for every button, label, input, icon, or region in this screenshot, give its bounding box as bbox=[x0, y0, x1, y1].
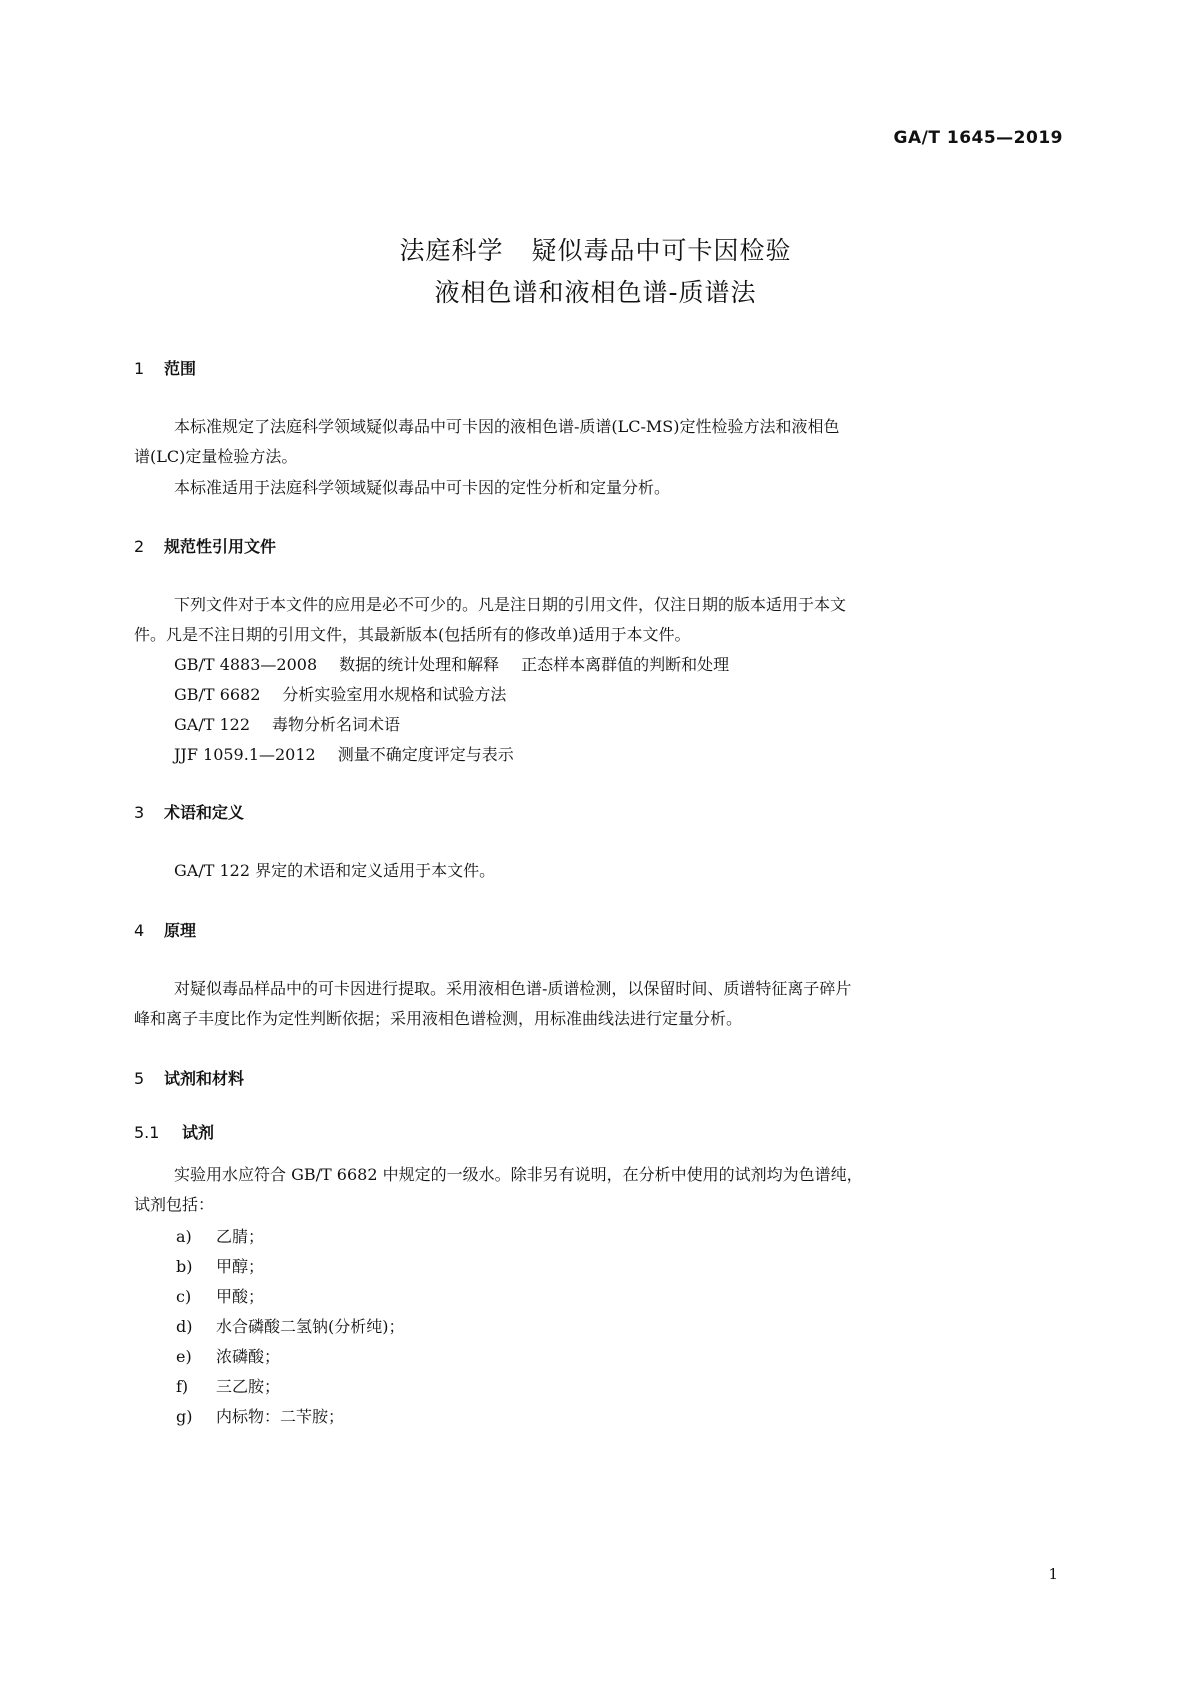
list-marker: c) bbox=[176, 1287, 192, 1306]
reference-name: 测量不确定度评定与表示 bbox=[337, 745, 514, 764]
section-title: 范围 bbox=[164, 359, 197, 378]
reference-name: 分析实验室用水规格和试验方法 bbox=[282, 685, 507, 704]
list-text: 内标物：二苄胺； bbox=[216, 1407, 345, 1426]
section-2-para-1-line-2: 件。凡是不注日期的引用文件，其最新版本(包括所有的修改单)适用于本文件。 bbox=[134, 625, 691, 644]
list-text: 三乙胺； bbox=[216, 1377, 281, 1396]
title-line-1 bbox=[0, 230, 1191, 272]
section-3-para-1: GA/T 122 界定的术语和定义适用于本文件。 bbox=[174, 861, 496, 880]
reference-code: GA/T 122 bbox=[174, 715, 251, 734]
section-number: 4 bbox=[134, 921, 145, 940]
page-number: 1 bbox=[1048, 1565, 1058, 1583]
list-item bbox=[176, 1284, 264, 1307]
section-title: 原理 bbox=[164, 921, 197, 940]
list-marker: a) bbox=[176, 1227, 192, 1246]
document-title bbox=[0, 230, 1191, 314]
list-text: 浓磷酸； bbox=[216, 1347, 281, 1366]
standard-code: GA/T 1645—2019 bbox=[893, 128, 1063, 148]
section-5-heading bbox=[134, 1066, 244, 1089]
list-marker: f) bbox=[176, 1377, 189, 1396]
list-item bbox=[176, 1314, 405, 1337]
section-number: 2 bbox=[134, 537, 145, 556]
list-text: 水合磷酸二氢钠(分析纯)； bbox=[216, 1317, 405, 1336]
list-text: 乙腈； bbox=[216, 1227, 265, 1246]
reference-subname: 正态样本离群值的判断和处理 bbox=[521, 655, 730, 674]
list-marker: e) bbox=[176, 1347, 192, 1366]
reference-item bbox=[174, 742, 514, 765]
section-4-para-1-line-1: 对疑似毒品样品中的可卡因进行提取。采用液相色谱-质谱检测，以保留时间、质谱特征离子碎片 bbox=[174, 979, 852, 998]
reference-code: JJF 1059.1—2012 bbox=[174, 745, 316, 764]
reference-code: GB/T 4883—2008 bbox=[174, 655, 318, 674]
section-4-para-1-line-2: 峰和离子丰度比作为定性判断依据；采用液相色谱检测，用标准曲线法进行定量分析。 bbox=[134, 1009, 743, 1028]
reference-item bbox=[174, 712, 400, 735]
list-text: 甲醇； bbox=[216, 1257, 265, 1276]
list-item bbox=[176, 1224, 264, 1247]
list-item bbox=[176, 1344, 280, 1367]
section-2-heading bbox=[134, 534, 276, 557]
section-2-para-1-line-1: 下列文件对于本文件的应用是必不可少的。凡是注日期的引用文件，仅注日期的版本适用于本文 bbox=[174, 595, 847, 614]
section-1-heading bbox=[134, 356, 196, 379]
reference-code: GB/T 6682 bbox=[174, 685, 261, 704]
section-1-para-1-line-1: 本标准规定了法庭科学领域疑似毒品中可卡因的液相色谱-质谱(LC-MS)定性检验方法和液相色 bbox=[174, 417, 840, 436]
section-3-heading bbox=[134, 800, 244, 823]
section-title: 试剂和材料 bbox=[164, 1069, 245, 1088]
section-4-heading bbox=[134, 918, 196, 941]
section-1-para-2: 本标准适用于法庭科学领域疑似毒品中可卡因的定性分析和定量分析。 bbox=[174, 478, 671, 497]
list-marker: g) bbox=[176, 1407, 193, 1426]
list-marker: b) bbox=[176, 1257, 193, 1276]
list-item bbox=[176, 1254, 264, 1277]
list-marker: d) bbox=[176, 1317, 193, 1336]
section-title: 规范性引用文件 bbox=[164, 537, 277, 556]
section-5-1-para-1-line-1: 实验用水应符合 GB/T 6682 中规定的一级水。除非另有说明，在分析中使用的试剂均为色谱纯， bbox=[174, 1165, 863, 1184]
title-line-2: 液相色谱和液相色谱-质谱法 bbox=[434, 278, 757, 307]
section-number: 3 bbox=[134, 803, 145, 822]
reference-name: 毒物分析名词术语 bbox=[272, 715, 401, 734]
title-line-1a: 法庭科学 bbox=[399, 236, 504, 265]
section-number: 5 bbox=[134, 1069, 145, 1088]
section-1-para-1-line-2: 谱(LC)定量检验方法。 bbox=[134, 447, 298, 466]
section-number: 1 bbox=[134, 359, 145, 378]
list-item bbox=[176, 1404, 344, 1427]
reference-item bbox=[174, 652, 729, 675]
reference-item bbox=[174, 682, 506, 705]
section-5-1-para-1-line-2: 试剂包括： bbox=[134, 1195, 215, 1214]
section-number: 5.1 bbox=[134, 1123, 160, 1142]
title-line-1b: 疑似毒品中可卡因检验 bbox=[531, 236, 792, 265]
list-item bbox=[176, 1374, 280, 1397]
section-title: 术语和定义 bbox=[164, 803, 245, 822]
list-text: 甲酸； bbox=[216, 1287, 265, 1306]
reference-name: 数据的统计处理和解释 bbox=[339, 655, 500, 674]
section-title: 试剂 bbox=[182, 1123, 215, 1142]
section-5-1-heading bbox=[134, 1120, 214, 1143]
